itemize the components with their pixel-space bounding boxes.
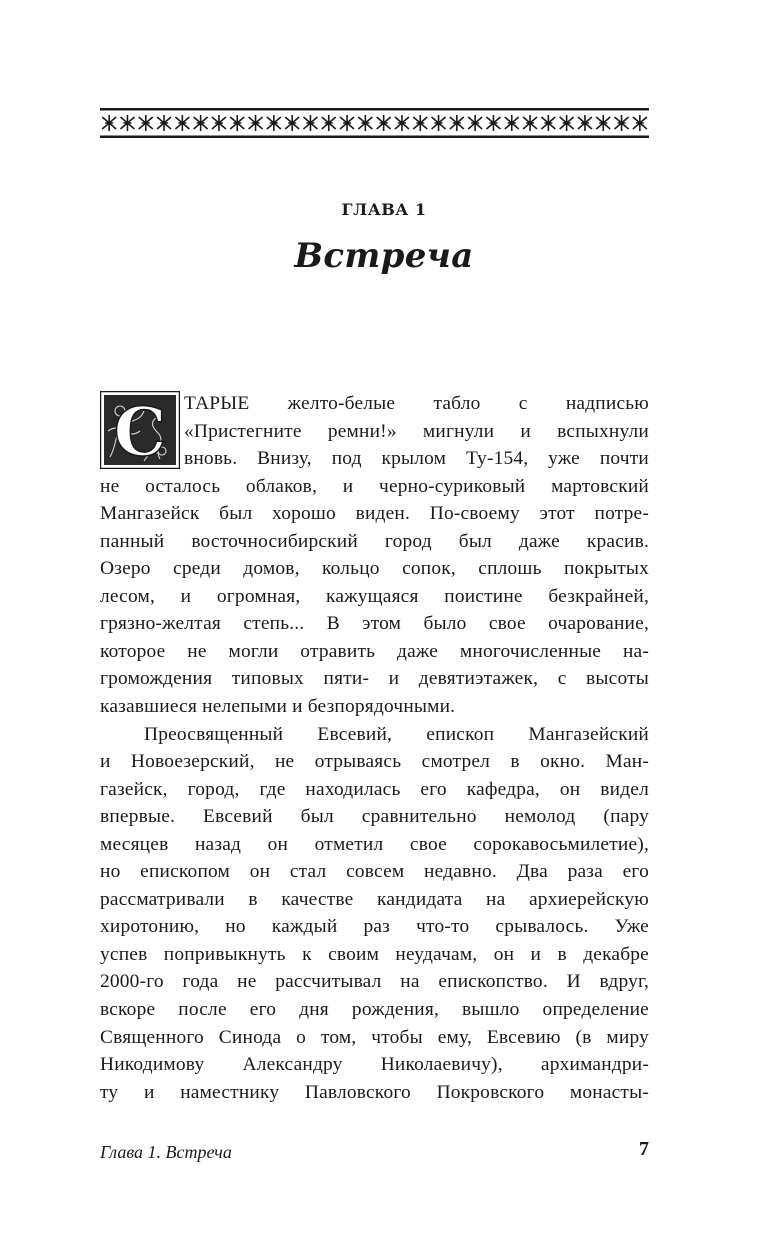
text-line: рассматривали в качестве кандидата на архиерейскую (100, 888, 649, 910)
ornament-motif (596, 115, 610, 131)
text-line: 2000-го года не рассчитывал на епископство. И вдруг, (100, 971, 649, 993)
ornament-motif (432, 115, 446, 131)
text-line: ту и наместнику Павловского Покровского монасты- (100, 1081, 649, 1103)
ornament-motif (395, 115, 409, 131)
ornament-motif (413, 115, 427, 131)
drop-cap-glyph: С (113, 393, 167, 469)
text-line: Священного Синода о том, чтобы ему, Евсевию (в миру (100, 1026, 649, 1048)
ornament-motif (615, 115, 629, 131)
text-line: впервые. Евсевий был сравнительно немолод (пару (100, 806, 649, 828)
text-line: ТАРЫЕ желто-белые табло с надписью (184, 393, 649, 414)
ornament-pattern (102, 115, 647, 131)
text-line: месяцев назад он отметил свое сорокавосьмилетие), (100, 833, 649, 855)
text-line: вновь. Внизу, под крылом Ту-154, уже почти (184, 448, 649, 470)
ornament-motif (212, 115, 226, 131)
ornament-motif (102, 115, 116, 131)
text-line: которое не могли отравить даже многочисленные на- (100, 640, 649, 662)
text-line: лесом, и огромная, кажущаяся поистине безкрайней, (100, 585, 649, 607)
ornament-motif (560, 115, 574, 131)
ornament-motif (486, 115, 500, 131)
text-line: не осталось облаков, и черно-суриковый мартовский (100, 475, 649, 497)
text-line: успев попривыкнуть к своим неудачам, он и в декабре (100, 943, 649, 965)
body-text (100, 390, 649, 1106)
chapter-label: ГЛАВА 1 (341, 200, 427, 219)
ornament-motif (303, 115, 317, 131)
ornament-motif (633, 115, 647, 131)
ornament-motif (175, 115, 189, 131)
ornament-motif (285, 115, 299, 131)
text-line: газейск, город, где находилась его кафедра, он видел (100, 778, 649, 800)
chapter-title: Встреча (294, 236, 474, 276)
text-line: и Новоезерский, не отрываясь смотрел в окно. Ман- (100, 751, 649, 773)
ornament-motif (120, 115, 134, 131)
ornament-motif (358, 115, 372, 131)
ornament-motif (157, 115, 171, 131)
text-line: Мангазейск был хорошо виден. По-своему этот потре- (100, 503, 649, 525)
ornament-motif (194, 115, 208, 131)
ornament-motif (139, 115, 153, 131)
ornament-motif (322, 115, 336, 131)
text-line: «Пристегните ремни!» мигнули и вспыхнули (184, 420, 649, 442)
ornament-motif (541, 115, 555, 131)
text-line: Озеро среди домов, кольцо сопок, сплошь покрытых (100, 558, 649, 580)
text-line: казавшиеся нелепыми и безпорядочными. (100, 696, 456, 718)
text-line: панный восточносибирский город был даже красив. (100, 530, 649, 552)
ornament-header-band (100, 108, 649, 138)
ornament-motif (468, 115, 482, 131)
ornament-motif (523, 115, 537, 131)
ornament-motif (340, 115, 354, 131)
text-line: громождения типовых пяти- и девятиэтажек, с высоты (100, 668, 649, 690)
ornament-motif (267, 115, 281, 131)
running-title: Глава 1. Встреча (100, 1142, 232, 1162)
ornament-motif (450, 115, 464, 131)
ornament-motif (230, 115, 244, 131)
text-line: но епископом он стал совсем недавно. Два раза его (100, 861, 649, 883)
ornament-motif (249, 115, 263, 131)
ornament-motif (377, 115, 391, 131)
text-line: Никодимову Александру Николаевичу), архимандри- (100, 1054, 649, 1076)
ornament-motif (505, 115, 519, 131)
page-number: 7 (639, 1138, 649, 1160)
text-line: Преосвященный Евсевий, епископ Мангазейский (144, 723, 649, 745)
text-line: хиротонию, но каждый раз что-то срывалось. Уже (100, 916, 649, 938)
text-line: грязно-желтая степь... В этом было свое очарование, (100, 613, 649, 635)
text-line: вскоре после его дня рождения, вышло определение (100, 999, 649, 1021)
ornament-motif (578, 115, 592, 131)
